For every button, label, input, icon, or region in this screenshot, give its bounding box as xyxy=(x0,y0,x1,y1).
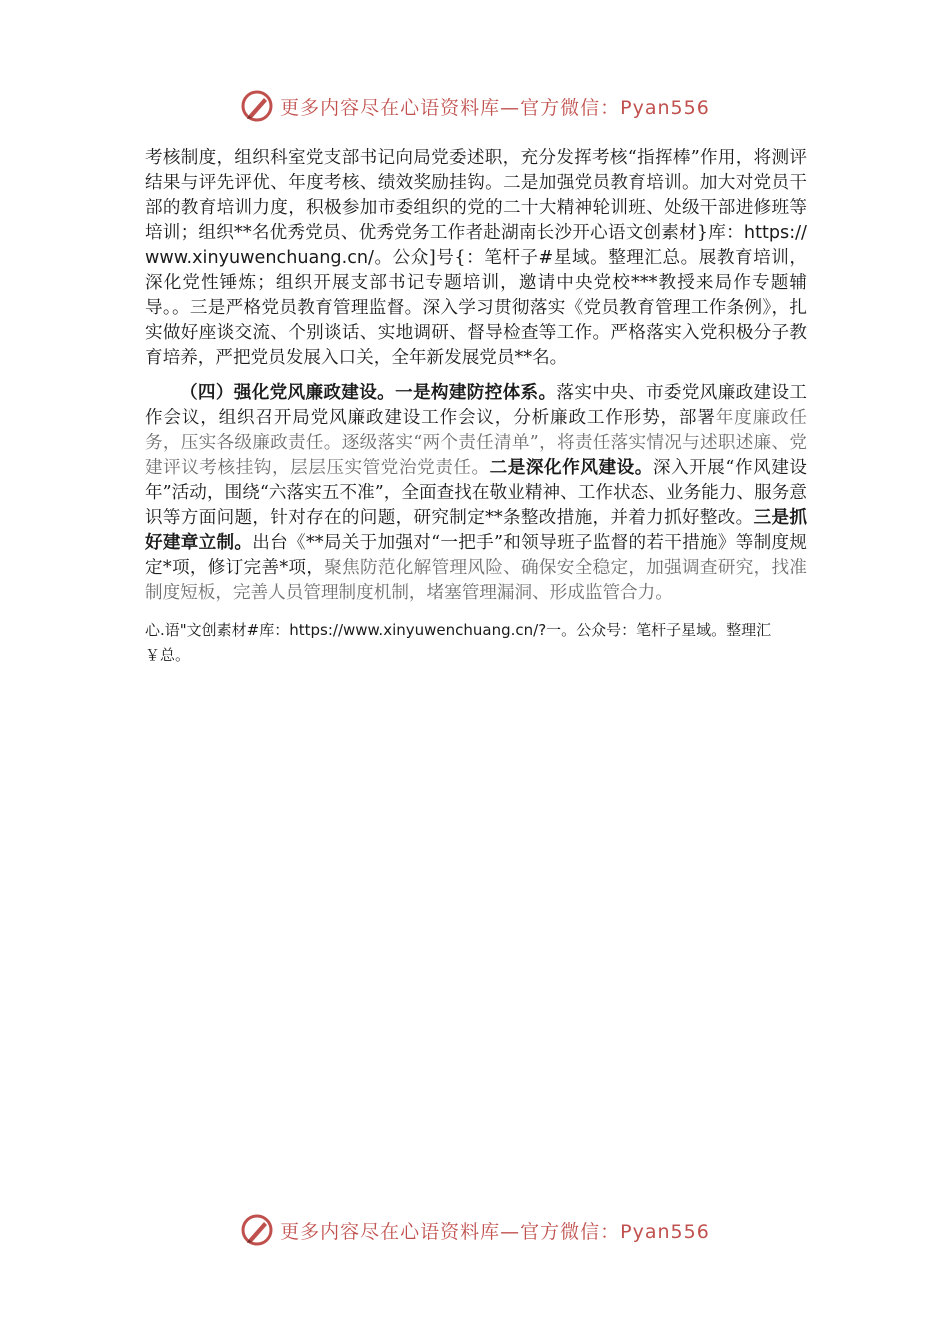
wechat-id: Pyan556 xyxy=(620,1220,710,1243)
banner-text: 更多内容尽在心语资料库—官方微信：Pyan556 xyxy=(280,1220,710,1243)
wechat-id: Pyan556 xyxy=(620,96,710,119)
document-body xyxy=(145,146,807,668)
inline-url: https://www.xinyuwenchuang.cn/ xyxy=(145,223,807,268)
paragraph-education: 考核制度，组织科室党支部书记向局党委述职，充分发挥考核“指挥棒”作用，将测评结果与评先评优、年度考核、绩效奖励挂钩。二是加强党员教育培训。加大对党员干部的教育培训力度，积极参加市委组织的党的二十大精神轮训班、处级干部进修班等培训；组织**名优秀党员、优秀党务工作者赴湖南长沙开心语文创素材}库：https://www.xinyuwenchuang.cn/。公众]号{：笔杆子#星域。整理汇总。展教育培训，深化党性锤炼；组织开展支部书记专题培训，邀请中央党校***教授来局作专题辅导。。三是严格党员教育管理监督。深入学习贯彻落实《党员教育管理工作条例》，扎实做好座谈交流、个别谈话、实地调研、督导检查等工作。严格落实入党积极分子教育培养，严把党员发展入口关，全年新发展党员**名。 xyxy=(145,148,807,368)
header-watermark-banner xyxy=(0,84,950,128)
pen-logo-icon xyxy=(240,89,274,123)
subheading-style: 二是深化作风建设。 xyxy=(489,458,653,478)
paragraph-integrity: （四）强化党风廉政建设。一是构建防控体系。落实中央、市委党风廉政建设工作会议，组织召开局党风廉政建设工作会议，分析廉政工作形势，部署年度廉政任务，压实各级廉政责任。逐级落实“两个责任清单”，将责任落实情况与述职述廉、党建评议考核挂钩，层层压实管党治党责任。二是深化作风建设。深入开展“作风建设年”活动，围绕“六落实五不准”，全面查找在敬业精神、工作状态、业务能力、服务意识等方面问题，针对存在的问题，研究制定**条整改措施，并着力抓好整改。三是抓好建章立制。出台《**局关于加强对“一把手”和领导班子监督的若干措施》等制度规定*项，修订完善*项，聚焦防范化解管理风险、确保安全稳定，加强调查研究，找准制度短板，完善人员管理制度机制，堵塞管理漏洞、形成监管合力。 xyxy=(145,383,807,603)
pen-logo-icon xyxy=(240,1213,274,1247)
section-heading: （四）强化党风廉政建设。一是构建防控体系。 xyxy=(180,383,557,403)
subheading-rules: 三是抓好建章立制。 xyxy=(145,508,807,553)
banner-text: 更多内容尽在心语资料库—官方微信：Pyan556 xyxy=(280,96,710,119)
source-footnote: 心.语"文创素材#库：https://www.xinyuwenchuang.cn/?一。公众号：笔杆子星域。整理汇￥总。 xyxy=(145,621,772,664)
footer-watermark-banner xyxy=(0,1208,950,1252)
